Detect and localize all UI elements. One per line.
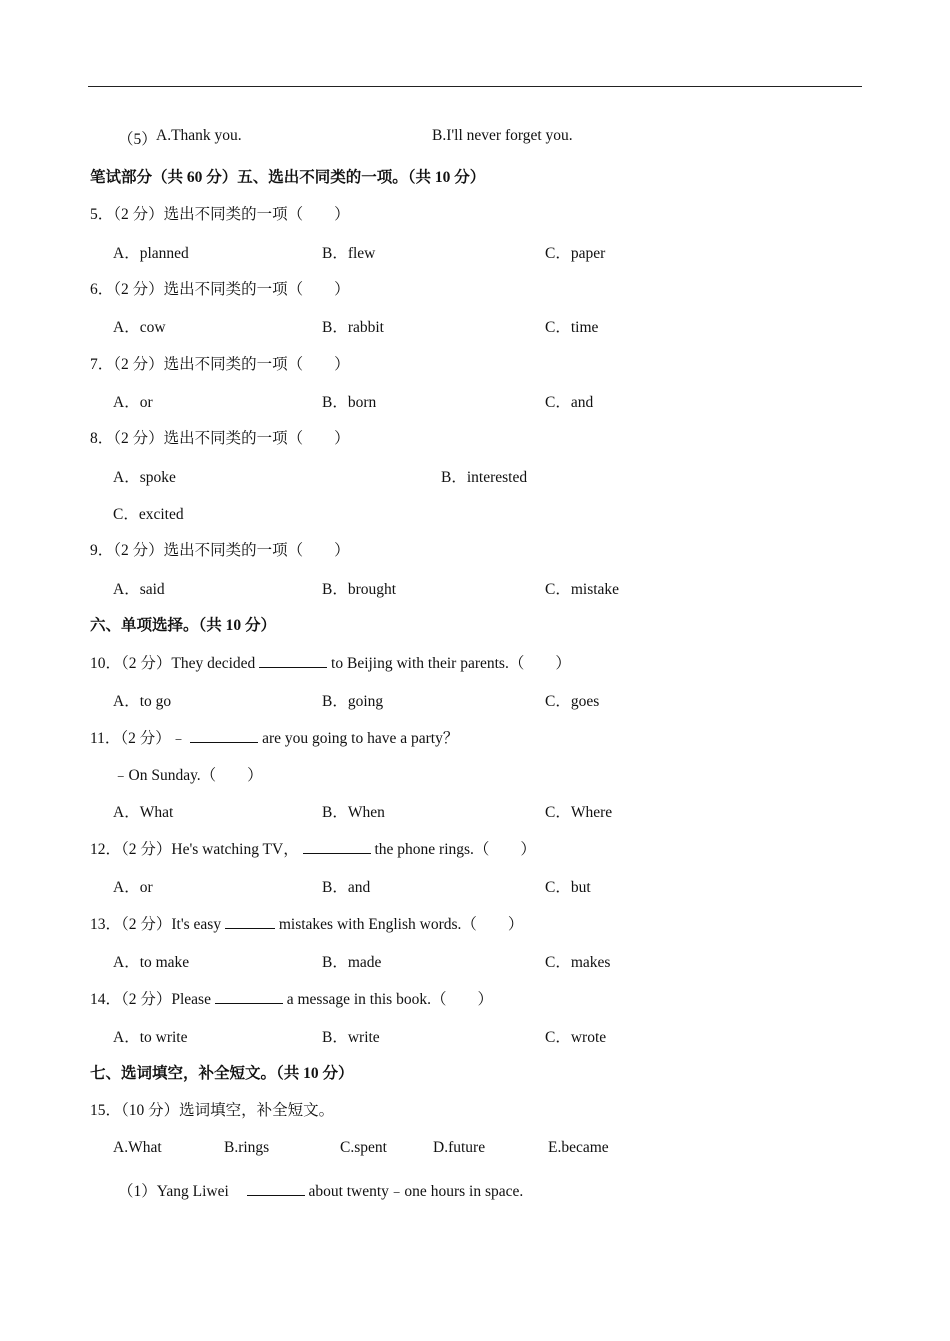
question-13-option-a: A．to make	[113, 954, 190, 971]
question-11-option-a: A．What	[113, 804, 174, 821]
question-11-answer-line: ﹣On Sunday.（ ）	[113, 767, 263, 784]
word-bank-d: D.future	[433, 1139, 486, 1156]
question-10-option-a: A．to go	[113, 693, 172, 710]
question-12-blank	[303, 839, 371, 854]
question-7-option-a: A．or	[113, 394, 153, 411]
question-13-stem-end: mistakes with English words.（ ）	[278, 916, 524, 933]
question-11-stem-start: 11．（2 分）﹣	[90, 730, 187, 747]
question-6-option-b: B．rabbit	[322, 319, 384, 336]
question-5-stem: 5．（2 分）选出不同类的一项（ ）	[90, 206, 350, 223]
question-12-stem-end: the phone rings.（ ）	[374, 841, 536, 858]
question-10-option-b: B．going	[322, 693, 384, 710]
q15-item-1-end: about twenty﹣one hours in space.	[308, 1183, 524, 1200]
question-11-stem	[90, 726, 458, 748]
question-14-option-a: A．to write	[113, 1029, 188, 1046]
question-11-option-b: B．When	[322, 804, 385, 821]
question-8-option-c: C．excited	[113, 506, 184, 523]
question-12-option-b: B．and	[322, 879, 371, 896]
q5-item-number: （5）	[118, 131, 157, 148]
header-rule	[88, 86, 862, 87]
question-12-option-a: A．or	[113, 879, 153, 896]
question-10-blank	[259, 653, 327, 668]
question-6-stem: 6．（2 分）选出不同类的一项（ ）	[90, 281, 350, 298]
question-6-option-c: C．time	[545, 319, 599, 336]
question-11-option-c: C．Where	[545, 804, 613, 821]
question-10-option-c: C．goes	[545, 693, 600, 710]
question-5-option-c: C．paper	[545, 245, 606, 262]
q5-option-b: B.I'll never forget you.	[432, 127, 573, 144]
word-bank-b: B.rings	[224, 1139, 270, 1156]
question-14-stem	[90, 987, 493, 1009]
question-5-option-b: B．flew	[322, 245, 376, 262]
q5-option-a: A.Thank you.	[156, 127, 242, 144]
question-14-stem-start: 14．（2 分）Please	[90, 991, 211, 1008]
question-9-option-b: B．brought	[322, 581, 397, 598]
question-13-option-b: B．made	[322, 954, 382, 971]
question-7-stem: 7．（2 分）选出不同类的一项（ ）	[90, 356, 350, 373]
question-13-stem	[90, 912, 523, 934]
question-10-stem-start: 10．（2 分）They decided	[90, 655, 256, 672]
word-bank-c: C.spent	[340, 1139, 387, 1156]
section-five-heading: 笔试部分（共 60 分）五、选出不同类的一项。（共 10 分）	[90, 169, 486, 186]
question-15-stem: 15．（10 分）选词填空，补全短文。	[90, 1102, 335, 1119]
question-5-option-a: A．planned	[113, 245, 189, 262]
question-11-stem-end: are you going to have a party？	[262, 730, 459, 747]
question-8-option-b: B．interested	[441, 469, 528, 486]
question-8-option-a: A．spoke	[113, 469, 176, 486]
question-14-option-b: B．write	[322, 1029, 380, 1046]
word-bank-a: A.What	[113, 1139, 162, 1156]
q15-item-1	[118, 1179, 523, 1201]
question-7-option-c: C．and	[545, 394, 594, 411]
q15-item-1-start: （1）Yang Liwei	[118, 1183, 229, 1200]
section-six-heading: 六、单项选择。（共 10 分）	[90, 617, 277, 634]
word-bank-e: E.became	[548, 1139, 609, 1156]
question-12-stem-start: 12．（2 分）He's watching TV，	[90, 841, 299, 858]
question-9-option-a: A．said	[113, 581, 165, 598]
q15-item-1-blank	[247, 1181, 305, 1196]
question-9-stem: 9．（2 分）选出不同类的一项（ ）	[90, 542, 350, 559]
section-seven-heading: 七、选词填空，补全短文。（共 10 分）	[90, 1065, 354, 1082]
question-12-stem	[90, 837, 536, 859]
question-13-stem-start: 13．（2 分）It's easy	[90, 916, 222, 933]
question-13-blank	[225, 914, 275, 929]
question-13-option-c: C．makes	[545, 954, 611, 971]
question-9-option-c: C．mistake	[545, 581, 620, 598]
question-11-blank	[190, 728, 258, 743]
question-14-option-c: C．wrote	[545, 1029, 607, 1046]
question-14-blank	[215, 989, 283, 1004]
question-14-stem-end: a message in this book.（ ）	[286, 991, 493, 1008]
question-7-option-b: B．born	[322, 394, 377, 411]
question-12-option-c: C．but	[545, 879, 591, 896]
question-6-option-a: A．cow	[113, 319, 166, 336]
question-10-stem-end: to Beijing with their parents.（ ）	[331, 655, 571, 672]
question-8-stem: 8．（2 分）选出不同类的一项（ ）	[90, 430, 350, 447]
question-10-stem	[90, 651, 571, 673]
